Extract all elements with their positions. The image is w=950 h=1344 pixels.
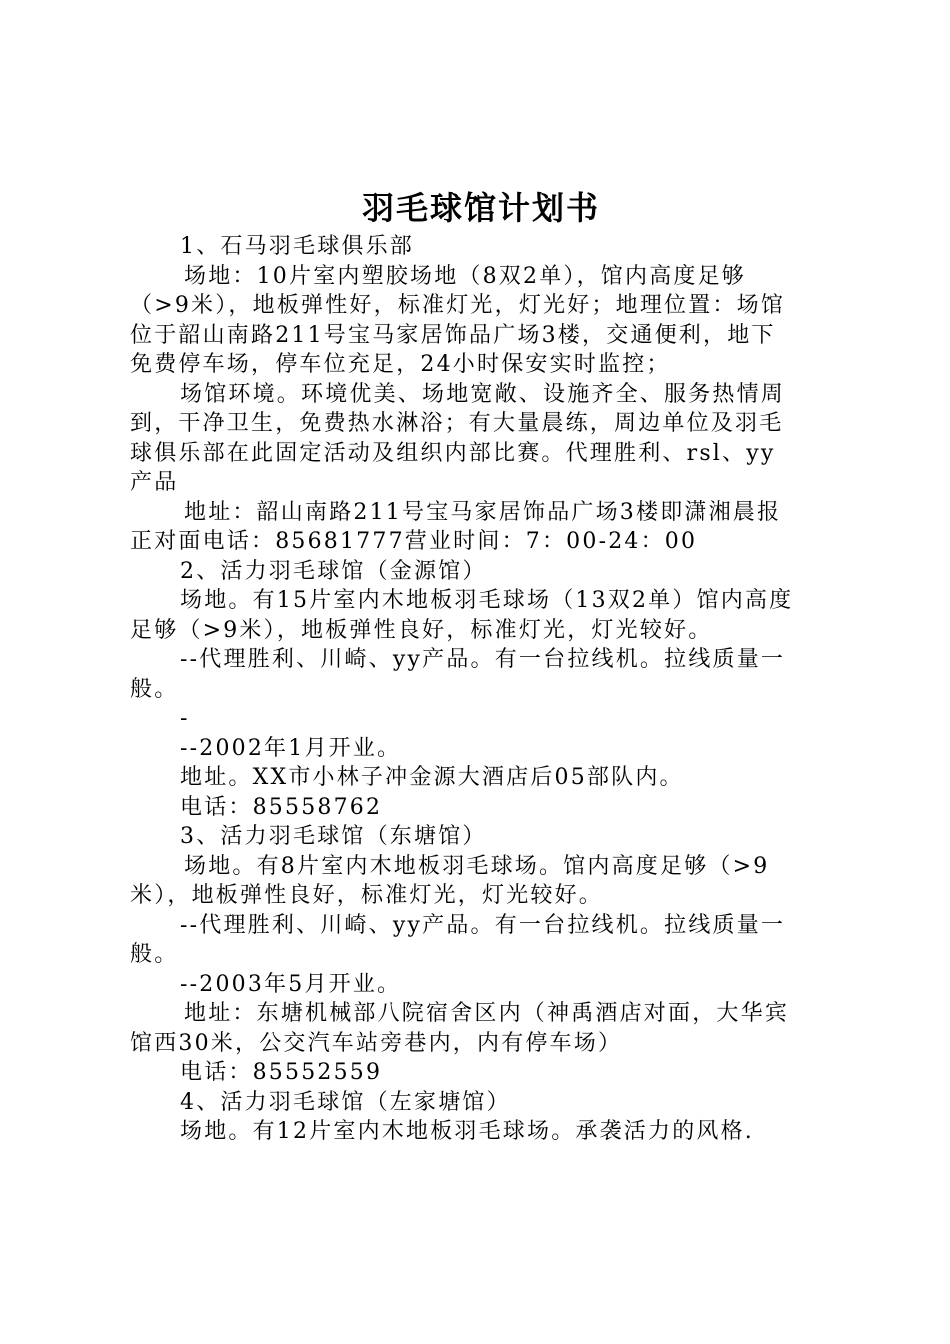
text-line: 到，干净卫生，免费热水淋浴；有大量晨练，周边单位及羽毛 — [130, 411, 784, 436]
document-body — [130, 232, 832, 1147]
text-line: 球俱乐部在此固定活动及组织内部比赛。代理胜利、rsl、yy — [130, 440, 776, 466]
text-line: 地址：东塘机械部八院宿舍区内（神禹酒店对面，大华宾 — [184, 1001, 790, 1026]
text-line: 般。 — [130, 942, 179, 967]
text-line: （>9米），地板弹性好，标准灯光，灯光好；地理位置：场馆 — [130, 293, 786, 318]
text-line: 位于韶山南路211号宝马家居饰品广场3楼，交通便利，地下 — [130, 322, 776, 348]
text-line: 2、活力羽毛球馆（金源馆） — [180, 558, 487, 584]
text-line: 电话：85552559 — [180, 1060, 383, 1085]
text-line: --2002年1月开业。 — [180, 735, 402, 761]
text-line: 场地。有8片室内木地板羽毛球场。馆内高度足够（>9 — [184, 853, 770, 879]
text-line: --代理胜利、川崎、yy产品。有一台拉线机。拉线质量一 — [180, 647, 786, 672]
document-page — [130, 188, 832, 1147]
text-line: --2003年5月开业。 — [180, 971, 402, 997]
page-title: 羽毛球馆计划书 — [361, 189, 600, 227]
text-line: 米），地板弹性良好，标准灯光，灯光较好。 — [130, 883, 604, 908]
text-line: 场馆环境。环境优美、场地宽敞、设施齐全、服务热情周 — [180, 381, 786, 407]
text-line: 馆西30米，公交汽车站旁巷内，内有停车场） — [130, 1030, 623, 1056]
text-line: 4、活力羽毛球馆（左家塘馆） — [180, 1089, 511, 1115]
text-line: 电话：85558762 — [180, 794, 383, 820]
text-line: 般。 — [130, 676, 179, 702]
text-line: 地址。XX市小林子冲金源大酒店后05部队内。 — [180, 765, 684, 790]
text-line: 场地。有12片室内木地板羽毛球场。承袭活力的风格. — [180, 1119, 754, 1144]
text-line: --代理胜利、川崎、yy产品。有一台拉线机。拉线质量一 — [180, 912, 786, 938]
text-line: 产品 — [130, 470, 179, 495]
text-line: - — [180, 706, 190, 731]
text-line: 足够（>9米），地板弹性良好，标准灯光，灯光较好。 — [130, 617, 713, 643]
text-line: 1、石马羽毛球俱乐部 — [180, 234, 414, 259]
text-line: 正对面电话：85681777营业时间：7：00-24：00 — [130, 529, 698, 554]
text-line: 场地：10片室内塑胶场地（8双2单），馆内高度足够 — [184, 263, 746, 289]
text-line: 场地。有15片室内木地板羽毛球场（13双2单）馆内高度 — [180, 588, 794, 613]
text-line: 3、活力羽毛球馆（东塘馆） — [180, 824, 487, 849]
text-line: 地址：韶山南路211号宝马家居饰品广场3楼即潇湘晨报 — [184, 499, 782, 525]
text-line: 免费停车场，停车位充足，24小时保安实时监控； — [130, 352, 671, 377]
